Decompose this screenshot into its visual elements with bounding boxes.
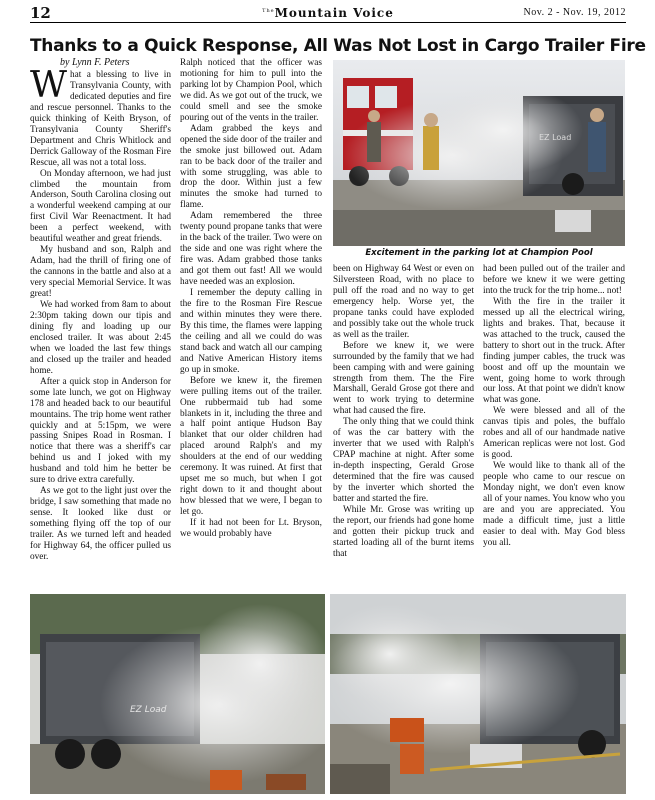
- paragraph: With the fire in the trailer it messed up all the electrical wiring, lights and brakes. That, because it was attached to the truck, caused the battery to short out in the truck. After finding jumper cables, the truck was boost and off up the mountain we went, going home to work through our loss. At that point we didn't know what was gone.: [483, 296, 625, 406]
- paragraph: Before we knew it, we were surrounded by the family that we had been camping with and were gaining strength from them. The the Fire Marshall, Gerald Grose got there and went to work trying to determine what had caused the fire.: [333, 340, 474, 417]
- photo-fire-trucks: [333, 60, 625, 246]
- masthead-prefix: The: [262, 8, 275, 14]
- article-column-3: [333, 264, 474, 590]
- photo-trailer-smoke-left: [30, 594, 325, 794]
- article-column-2: [180, 58, 322, 590]
- paragraph: [30, 65, 171, 169]
- paragraph: Ralph noticed that the officer was motioning for him to pull into the parking lot by Champion Pool, which we did. As we got out of the truck, we could smell and see the smoke pouring out of the vents in the trailer.: [180, 58, 322, 123]
- photo-caption: Excitement in the parking lot at Champion Pool: [365, 248, 593, 258]
- paragraph: Adam grabbed the keys and opened the side door of the trailer and the smoke just billowed out. Adam ran to be back door of the trailer and with some struggling, was able to drop the door. Within just a few minutes the smoke had turned to flame.: [180, 123, 322, 211]
- paragraph: If it had not been for Lt. Bryson, we would probably have: [180, 518, 322, 539]
- byline: by Lynn F. Peters: [60, 57, 130, 68]
- page-number: 12: [30, 4, 51, 22]
- paragraph-text: hat a blessing to live in Transylvania County, with dedicated deputies and fire and rescue personnel. Thanks to the quick thinking of Keith Bryson, of Transylvania County Sheriff's Department and Chris Whitlock and Derrick Galloway of the Rosman Fire Rescue, all was not a total loss.: [30, 70, 171, 168]
- photo-trailer-smoke-right: [330, 594, 626, 794]
- paragraph: We had worked from 8am to about 2:30pm taking down our tipis and dining fly and loading up our enclosed trailer. It was about 2:45 when we loaded the last few things and closed up the trailer and headed home.: [30, 300, 171, 376]
- paragraph: Before we knew it, the firemen were pulling items out of the trailer. One rubbermaid tub had some blankets in it, including the three and a half point antique Hudson Bay blanket that our older children had placed around Ralph's and my shoulders at the end of our wedding ceremony. It was ruined. At first that upset me so much, but when I got right down to it and thought about how blessed that we were, I began to let go.: [180, 375, 322, 518]
- paragraph: After a quick stop in Anderson for some late lunch, we got on Highway 178 and headed back to our beautiful mountains. The trip home went rather quickly and at 5:15pm, we were passing Snipes Road in Rosman. I notice that there was a sheriff's car behind us and I joked with my husband and told him he better be sure to drive extra carefully.: [30, 376, 171, 486]
- page-header: [30, 6, 626, 22]
- photo-fire-trucks-image: [333, 60, 625, 246]
- paragraph: On Monday afternoon, we had just climbed the mountain from Anderson, South Carolina closing out a wonderful weekend camping at our first Civil War Reenactment. It had been a perfect weekend, with beautiful weather and great friends.: [30, 168, 171, 245]
- photo-trailer-smoke-left-image: [30, 594, 325, 794]
- paragraph: We would like to thank all of the people who came to our rescue on Monday night, we don't even know all of your names. You know who you are and you are appreciated. You made a difficult time, just a little easier to deal with. May God bless you all.: [483, 461, 625, 548]
- masthead-title: Mountain Voice: [274, 6, 394, 20]
- header-rule: [30, 22, 626, 23]
- article-column-4: [483, 264, 625, 590]
- paragraph: The only thing that we could think of was the car battery with the inverter that we used with Ralph's CPAP machine at night. After some in-depth inspecting, Gerald Grose determined that the fire was caused by the inverter which shorted the batter and started the fire.: [333, 417, 474, 505]
- photo-trailer-smoke-right-image: [330, 594, 626, 794]
- article-column-1: [30, 65, 171, 590]
- headline: Thanks to a Quick Response, All Was Not Lost in Cargo Trailer Fire: [30, 36, 646, 56]
- trailer-brand-text: EZ Load: [539, 133, 572, 142]
- trailer-brand-text: EZ Load: [130, 705, 167, 715]
- paragraph: While Mr. Grose was writing up the report, our friends had gone home and gotten their pickup truck and started loading all of the burnt items that: [333, 504, 474, 559]
- issue-date: Nov. 2 - Nov. 19, 2012: [523, 7, 626, 18]
- paragraph: As we got to the light just over the bridge, I saw something that made no sense. It looked like dust or something flying off the top of our trailer. As we turned left and headed for Highway 64, the officer pulled us over.: [30, 486, 171, 562]
- paragraph: My husband and son, Ralph and Adam, had the thrill of firing one of the cannons in the battle and also at a very special Memorial Service. It was great!: [30, 245, 171, 300]
- paragraph: Adam remembered the three twenty pound propane tanks that were in the back of the trailer. Two were on the side and one was right where the fire was. Adam grabbed those tanks and got them out fast! All we would have needed was an explosion.: [180, 211, 322, 288]
- drop-cap: W: [30, 65, 68, 106]
- paragraph: had been pulled out of the trailer and before we knew it we were getting into the truck for the trip home... not!: [483, 264, 625, 296]
- paragraph: been on Highway 64 West or even on Silversteen Road, with no place to pull off the road and no way to get emergency help. Worse yet, the propane tanks could have exploded and possibly take out the whole truck as well as the trailer.: [333, 264, 474, 340]
- paragraph: We were blessed and all of the canvas tipis and poles, the buffalo robes and all of our handmade native American replicas were not lost. God is good.: [483, 406, 625, 461]
- paragraph: I remember the deputy calling in the fire to the Rosman Fire Rescue and within minutes they were there. By this time, the flames were lapping the ceiling and all we could do was stand back and watch all our camping and Native American History items go up in smoke.: [180, 288, 322, 375]
